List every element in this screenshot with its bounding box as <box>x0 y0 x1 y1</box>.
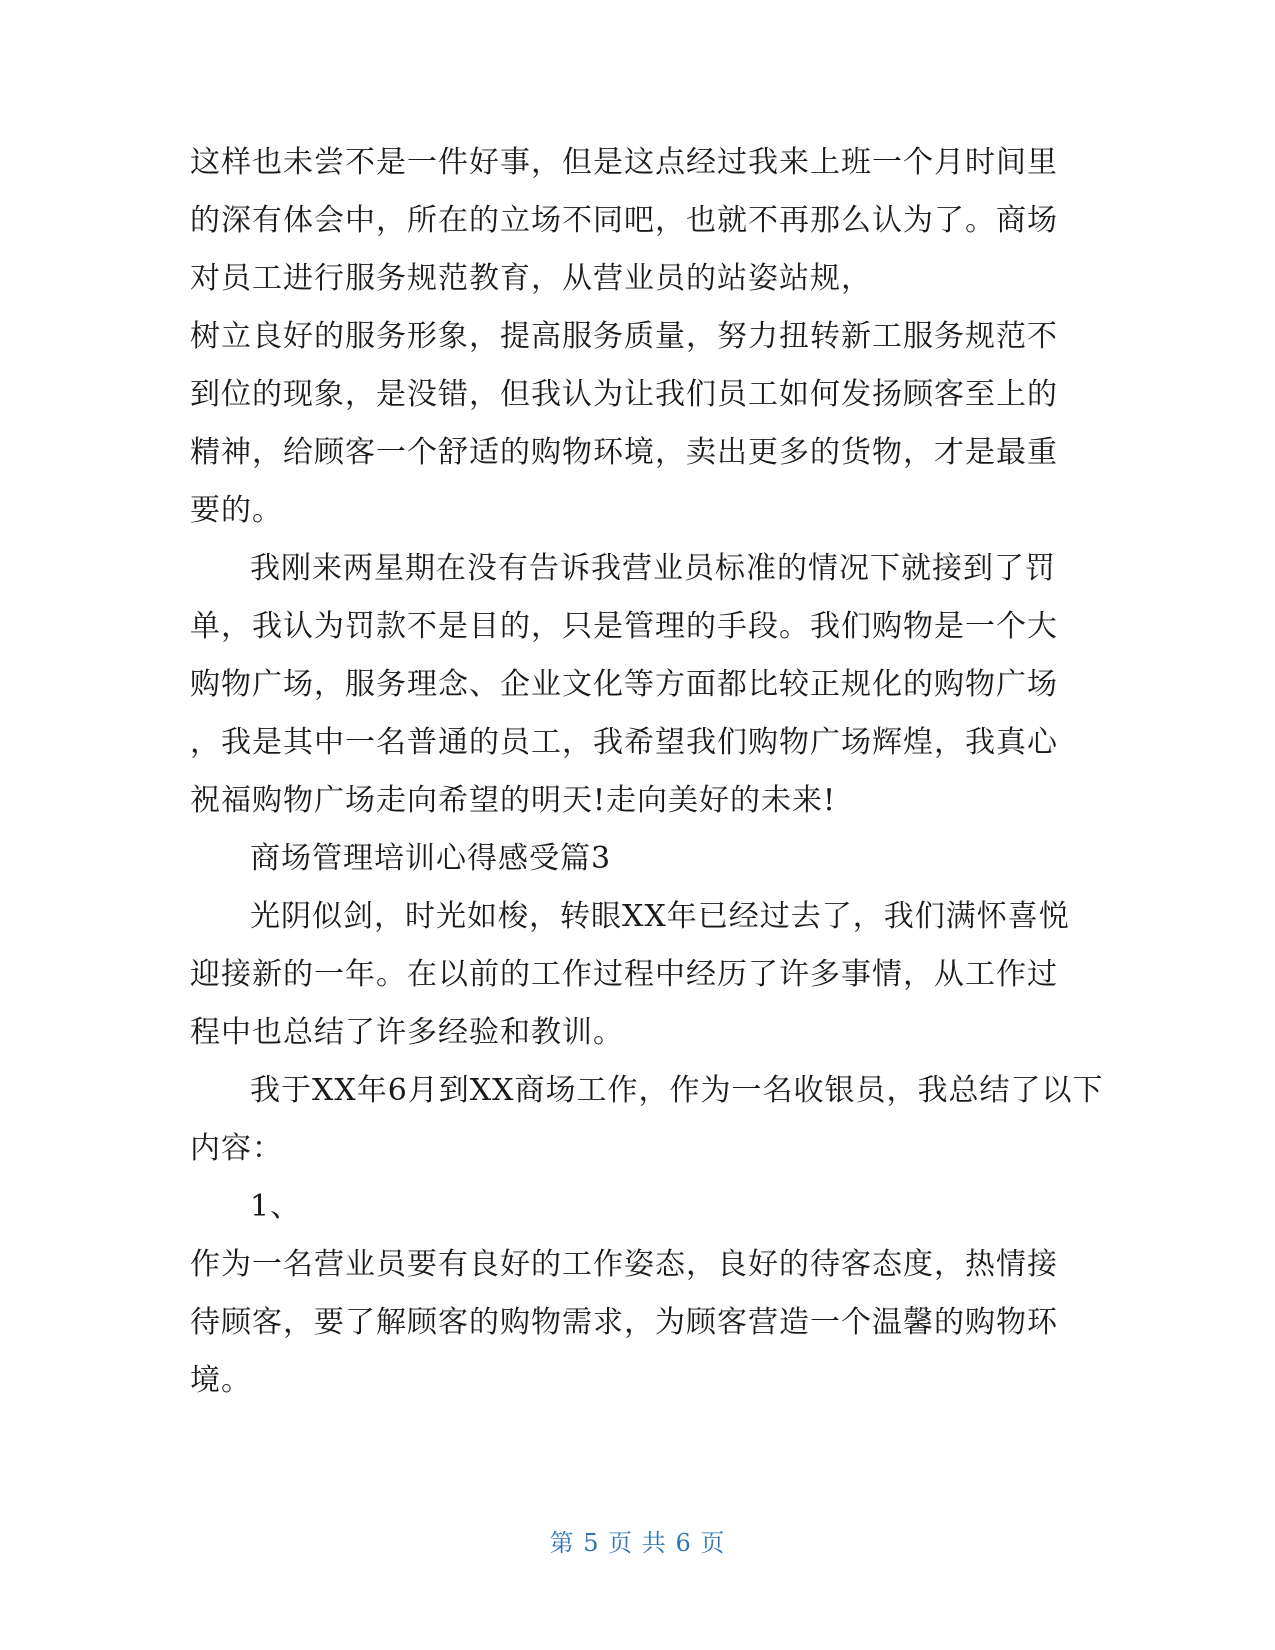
text-line: ，我是其中一名普通的员工，我希望我们购物广场辉煌，我真心 <box>190 725 1058 760</box>
text-line: 迎接新的一年。在以前的工作过程中经历了许多事情，从工作过 <box>190 957 1058 992</box>
page-footer <box>0 1527 1275 1559</box>
text-line: 内容： <box>190 1131 283 1166</box>
text-line: 的深有体会中，所在的立场不同吧，也就不再那么认为了。商场 <box>190 203 1058 238</box>
text-line: 树立良好的服务形象，提高服务质量，努力扭转新工服务规范不 <box>190 319 1058 354</box>
text-line: 单，我认为罚款不是目的，只是管理的手段。我们购物是一个大 <box>190 609 1058 644</box>
section-heading: 商场管理培训心得感受篇3 <box>250 841 612 876</box>
text-line: 购物广场，服务理念、企业文化等方面都比较正规化的购物广场 <box>190 667 1058 702</box>
text-line: 程中也总结了许多经验和教训。 <box>190 1015 624 1050</box>
paragraph-first-line: 我刚来两星期在没有告诉我营业员标准的情况下就接到了罚 <box>250 551 1056 586</box>
text-line: 境。 <box>190 1363 252 1398</box>
list-number: 1、 <box>250 1189 302 1224</box>
text-line: 作为一名营业员要有良好的工作姿态，良好的待客态度，热情接 <box>190 1247 1058 1282</box>
paragraph-first-line: 光阴似剑，时光如梭，转眼XX年已经过去了，我们满怀喜悦 <box>250 899 1070 934</box>
text-line: 要的。 <box>190 493 283 528</box>
text-line: 对员工进行服务规范教育，从营业员的站姿站规， <box>190 261 872 296</box>
page-number-label: 第 5 页 共 6 页 <box>549 1529 726 1557</box>
text-line: 这样也未尝不是一件好事，但是这点经过我来上班一个月时间里 <box>190 145 1058 180</box>
text-line: 到位的现象，是没错，但我认为让我们员工如何发扬顾客至上的 <box>190 377 1058 412</box>
text-line: 祝福购物广场走向希望的明天!走向美好的未来! <box>190 783 837 818</box>
text-line: 待顾客，要了解顾客的购物需求，为顾客营造一个温馨的购物环 <box>190 1305 1058 1340</box>
paragraph-first-line: 我于XX年6月到XX商场工作，作为一名收银员，我总结了以下 <box>250 1073 1104 1108</box>
text-line: 精神，给顾客一个舒适的购物环境，卖出更多的货物，才是最重 <box>190 435 1058 470</box>
